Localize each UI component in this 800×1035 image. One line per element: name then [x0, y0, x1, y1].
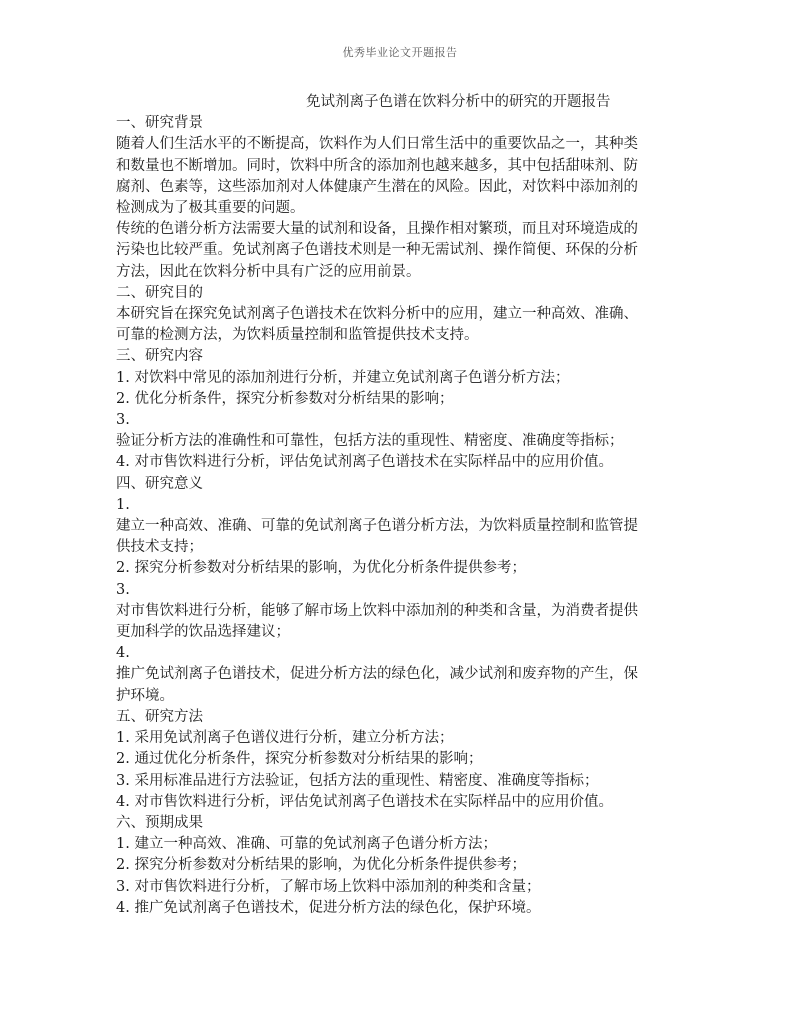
document-body	[116, 92, 686, 919]
text-line: 检测成为了极其重要的问题。	[116, 200, 305, 217]
text-line: 1. 建立一种高效、准确、可靠的免试剂离子色谱分析方法；	[116, 836, 497, 853]
text-line: 方法，因此在饮料分析中具有广泛的应用前景。	[116, 263, 421, 280]
text-line: 本研究旨在探究免试剂离子色谱技术在饮料分析中的应用，建立一种高效、准确、	[116, 306, 638, 323]
text-line: 随着人们生活水平的不断提高，饮料作为人们日常生活中的重要饮品之一，其种类	[116, 136, 638, 153]
section-heading: 四、研究意义	[116, 475, 203, 492]
text-line: 建立一种高效、准确、可靠的免试剂离子色谱分析方法，为饮料质量控制和监管提	[116, 518, 638, 535]
text-line: 3.	[116, 412, 130, 429]
text-line: 3. 对市售饮料进行分析，了解市场上饮料中添加剂的种类和含量；	[116, 878, 541, 895]
text-line: 4.	[116, 645, 130, 662]
text-line: 1. 采用免试剂离子色谱仪进行分析，建立分析方法；	[116, 730, 454, 747]
text-line: 1.	[116, 496, 130, 513]
text-line: 供技术支持；	[116, 539, 203, 556]
text-line: 4. 对市售饮料进行分析，评估免试剂离子色谱技术在实际样品中的应用价值。	[116, 454, 613, 471]
text-line: 推广免试剂离子色谱技术，促进分析方法的绿色化，减少试剂和废弃物的产生，保	[116, 666, 638, 683]
text-line: 可靠的检测方法，为饮料质量控制和监管提供技术支持。	[116, 327, 479, 344]
text-line: 4. 对市售饮料进行分析，评估免试剂离子色谱技术在实际样品中的应用价值。	[116, 793, 613, 810]
text-line: 传统的色谱分析方法需要大量的试剂和设备，且操作相对繁琐，而且对环境造成的	[116, 221, 638, 238]
text-line: 2. 探究分析参数对分析结果的影响，为优化分析条件提供参考；	[116, 857, 526, 874]
section-heading: 二、研究目的	[116, 284, 203, 301]
text-line: 腐剂、色素等，这些添加剂对人体健康产生潜在的风险。因此，对饮料中添加剂的	[116, 178, 638, 195]
text-line: 更加科学的饮品选择建议；	[116, 624, 290, 641]
text-line: 对市售饮料进行分析，能够了解市场上饮料中添加剂的种类和含量，为消费者提供	[116, 602, 638, 619]
document-text	[116, 113, 686, 919]
page-header: 优秀毕业论文开题报告	[342, 46, 458, 59]
text-line: 1. 对饮料中常见的添加剂进行分析，并建立免试剂离子色谱分析方法；	[116, 369, 570, 386]
section-heading: 五、研究方法	[116, 708, 203, 725]
text-line: 2. 优化分析条件，探究分析参数对分析结果的影响；	[116, 390, 454, 407]
text-line: 2. 通过优化分析条件，探究分析参数对分析结果的影响；	[116, 751, 483, 768]
document-title: 免试剂离子色谱在饮料分析中的研究的开题报告	[306, 94, 611, 110]
text-line: 3. 采用标准品进行方法验证，包括方法的重现性、精密度、准确度等指标；	[116, 772, 599, 789]
text-line: 和数量也不断增加。同时，饮料中所含的添加剂也越来越多，其中包括甜味剂、防	[116, 157, 638, 174]
text-line: 验证分析方法的准确性和可靠性，包括方法的重现性、精密度、准确度等指标；	[116, 433, 624, 450]
text-line: 2. 探究分析参数对分析结果的影响，为优化分析条件提供参考；	[116, 560, 526, 577]
text-line: 污染也比较严重。免试剂离子色谱技术则是一种无需试剂、操作简便、环保的分析	[116, 242, 638, 259]
text-line: 4. 推广免试剂离子色谱技术，促进分析方法的绿色化，保护环境。	[116, 899, 541, 916]
text-line: 护环境。	[116, 687, 174, 704]
section-heading: 六、预期成果	[116, 814, 203, 831]
section-heading: 三、研究内容	[116, 348, 203, 365]
text-line: 3.	[116, 581, 130, 598]
section-heading: 一、研究背景	[116, 115, 203, 132]
